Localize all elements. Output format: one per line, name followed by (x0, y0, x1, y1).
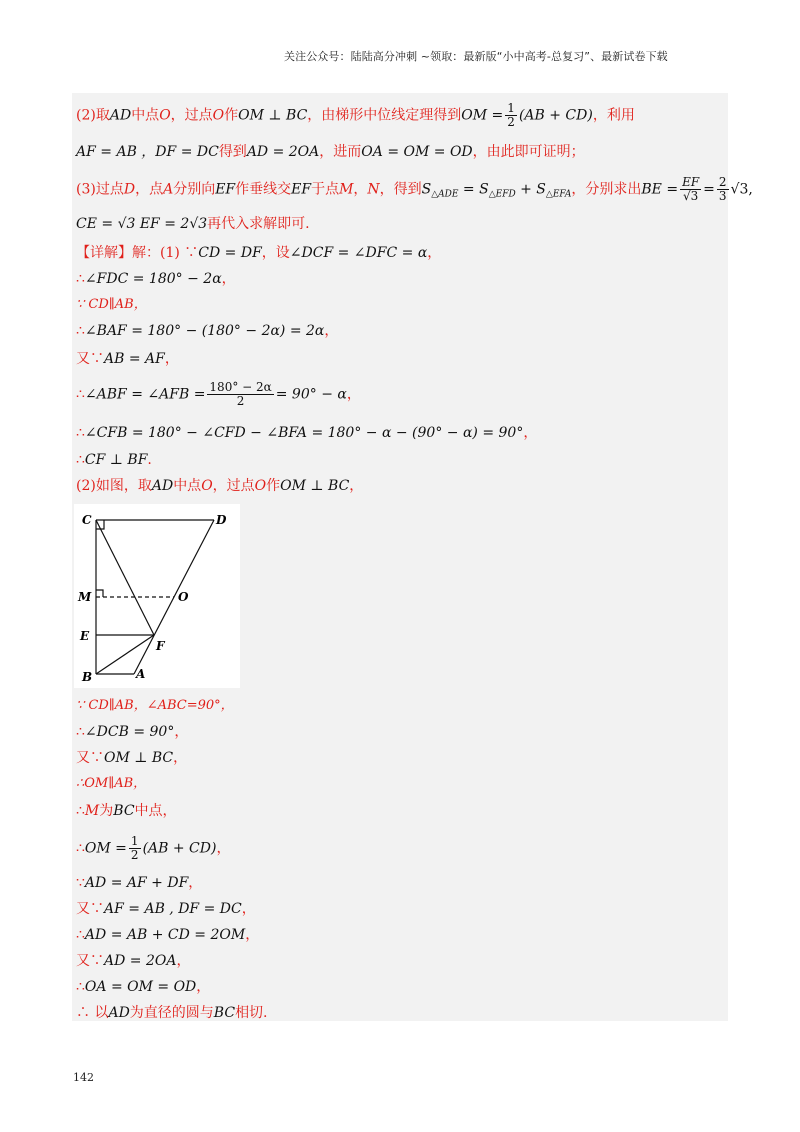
analysis-line-2 (76, 142, 585, 162)
text: 解：(1) ∵ (132, 245, 199, 261)
math: ∠FDC = 180° − 2α (84, 271, 222, 287)
proof-step: ∴OM∥AB， (76, 776, 147, 791)
text: 作垂线交 (235, 181, 292, 198)
proof-step (76, 951, 190, 971)
text: 为直径的圆与 (129, 1005, 214, 1021)
math: OA = OM = OD (361, 144, 473, 160)
math: AD (108, 1005, 130, 1021)
solution-step (76, 321, 338, 341)
math: AD (151, 478, 174, 494)
text: ∴ (76, 386, 85, 403)
text: ， (245, 927, 260, 943)
text: ∴ (76, 979, 85, 995)
proof-step (76, 873, 202, 893)
analysis-line-1 (76, 102, 635, 129)
text: ， (427, 245, 442, 261)
text: ，分别求出 (571, 181, 642, 198)
numerator: EF (682, 175, 700, 189)
numerator: 180° − 2α (209, 380, 272, 394)
detail-label: 【详解】 (76, 245, 132, 261)
text: ， (523, 425, 538, 441)
math: = S (458, 181, 489, 198)
fraction (129, 835, 141, 862)
label-f: F (156, 639, 165, 653)
math: AF = AB , DF = DC (104, 901, 242, 917)
math: √3, (730, 181, 753, 198)
fraction (505, 102, 517, 129)
text: O (201, 478, 213, 494)
text: ，过点 (212, 478, 255, 494)
text: 为 (99, 803, 114, 819)
text: ，利用 (592, 107, 635, 124)
text: ， (241, 901, 256, 917)
proof-step (76, 748, 187, 768)
math: + S (515, 181, 546, 198)
text: ∴ 以 (76, 1005, 109, 1021)
math: ∠DCF = ∠DFC = α (289, 245, 428, 261)
proof-step (76, 835, 230, 862)
proof-step (76, 899, 256, 919)
label-c: C (82, 513, 92, 527)
text: ∴ (76, 724, 85, 740)
label-o: O (178, 590, 189, 604)
numerator: 1 (130, 834, 139, 848)
proof-step (76, 925, 259, 945)
text: ∴ (76, 452, 85, 468)
text: O (159, 107, 171, 124)
math: = (703, 181, 715, 198)
text: ∴ (76, 927, 85, 943)
label-m: M (78, 590, 92, 604)
text: ∴ (76, 323, 85, 339)
text: (3)过点 (76, 181, 124, 198)
math: AB = AF (104, 351, 165, 367)
analysis-line-4 (76, 214, 310, 234)
text: ，由此即可证明； (472, 144, 585, 160)
fraction (207, 381, 273, 408)
text: 于点 (311, 181, 340, 198)
label-e: E (80, 629, 90, 643)
math: EF (291, 181, 312, 198)
proof-step (76, 722, 188, 742)
text: 相切. (235, 1005, 268, 1021)
text: 作 (266, 478, 281, 494)
math: AD = AB + CD = 2OM (84, 927, 246, 943)
text: ， (176, 953, 191, 969)
text: ， (346, 386, 361, 403)
math: (AB + CD) (142, 840, 217, 857)
text: N (367, 181, 380, 198)
math: (AB + CD) (518, 107, 593, 124)
text: 再代入求解即可. (207, 216, 310, 232)
label-b: B (82, 670, 93, 684)
text: 又∵ (76, 953, 104, 969)
math: ∠CFB = 180° − ∠CFD − ∠BFA = 180° − α − (90° − α) = 90° (84, 425, 524, 441)
math: AD = 2OA (104, 953, 177, 969)
text: ， (173, 750, 188, 766)
math: ∠BAF = 180° − (180° − 2α) = 2α (84, 323, 325, 339)
math: OM ⊥ BC (238, 107, 308, 124)
text: 又∵ (76, 351, 104, 367)
math: AD = 2OA (246, 144, 320, 160)
solution-step (76, 423, 537, 443)
math: AD = AF + DF (84, 875, 189, 891)
text: ，由梯形中位线定理得到 (307, 107, 462, 124)
math: ∠DCB = 90° (84, 724, 175, 740)
math: OM = (461, 107, 504, 124)
text: ， (164, 351, 179, 367)
text: ∵ (76, 875, 85, 891)
analysis-line-3 (76, 176, 753, 205)
fraction (717, 176, 729, 203)
solution-step (76, 269, 236, 289)
numerator: 2 (718, 175, 727, 189)
math: AD (109, 107, 132, 124)
text: 分别向 (173, 181, 216, 198)
solution-part2-title (76, 476, 363, 496)
math: OM = (84, 840, 127, 857)
math: OM ⊥ BC (280, 478, 350, 494)
text: 作 (224, 107, 239, 124)
denominator: 2 (130, 848, 139, 862)
page-header: 关注公众号：陆陆高分冲刺 ~领取：最新版“小中高考-总复习”、最新试卷下载 (284, 50, 668, 63)
right-angle-m (96, 590, 103, 597)
text: ，过点 (170, 107, 213, 124)
text: ，进而 (319, 144, 362, 160)
text: (2)如图，取 (76, 478, 152, 494)
text: ∴ (76, 425, 85, 441)
math: OA = OM = OD (84, 979, 197, 995)
text: 又∵ (76, 901, 104, 917)
text: ，点 (135, 181, 164, 198)
text: (2)取 (76, 107, 110, 124)
text: ，设 (261, 245, 290, 261)
math: ∠ABF = ∠AFB = (84, 386, 206, 403)
text: 中点 (173, 478, 202, 494)
trapezoid-diagram (74, 504, 240, 688)
math: OM ⊥ BC (104, 750, 174, 766)
proof-step (76, 801, 177, 821)
numerator: 1 (507, 101, 515, 115)
text: M (84, 803, 100, 819)
text: O (212, 107, 225, 124)
math: EF (215, 181, 236, 198)
text: ， (324, 323, 339, 339)
label-a: A (136, 667, 146, 681)
label-d: D (216, 513, 227, 527)
text: ， (349, 478, 364, 494)
math: S (421, 181, 432, 198)
denominator: 2 (507, 115, 515, 129)
proof-step: ∵ CD∥AB，∠ABC=90°， (76, 698, 234, 713)
text: O (254, 478, 267, 494)
proof-step (76, 977, 210, 997)
text: ， (196, 979, 211, 995)
solution-step (76, 349, 179, 369)
solution-step (76, 381, 361, 408)
denominator: 3 (718, 189, 727, 203)
text: ， (353, 181, 368, 198)
math: AF = AB ，DF = DC (76, 144, 219, 160)
text: ， (188, 875, 203, 891)
text: ， (221, 271, 236, 287)
subscript: △EFA (545, 189, 572, 200)
text: 中点， (134, 803, 177, 819)
math: BC (213, 1005, 236, 1021)
text: 得到 (218, 144, 247, 160)
geometry-figure (74, 504, 240, 688)
solution-detail-line (76, 243, 441, 263)
math: = 90° − α (275, 386, 347, 403)
subscript: △EFD (488, 189, 516, 200)
text: 中点 (131, 107, 160, 124)
denominator: 2 (236, 394, 245, 408)
subscript: △ADE (431, 189, 459, 200)
text: M (339, 181, 354, 198)
text: . (147, 452, 152, 468)
math: BC (113, 803, 135, 819)
math: CF ⊥ BF (84, 452, 148, 468)
text: D (123, 181, 136, 198)
solution-step (76, 450, 152, 470)
fraction (680, 176, 701, 203)
math: CE = √3 EF = 2√3 (76, 216, 208, 232)
proof-conclusion (76, 1003, 268, 1023)
page-number: 142 (73, 1071, 94, 1084)
text: A (163, 181, 174, 198)
text: ， (216, 840, 231, 857)
segment-cf (96, 520, 154, 635)
text: ， (174, 724, 189, 740)
text: ∴ (76, 271, 85, 287)
text: 又∵ (76, 750, 104, 766)
text: ∴ (76, 840, 85, 857)
denominator: √3 (682, 189, 699, 203)
math: CD = DF (198, 245, 262, 261)
solution-step: ∵ CD∥AB， (76, 297, 147, 312)
text: ，得到 (379, 181, 422, 198)
math: BE = (641, 181, 679, 198)
text: ∴ (76, 803, 85, 819)
